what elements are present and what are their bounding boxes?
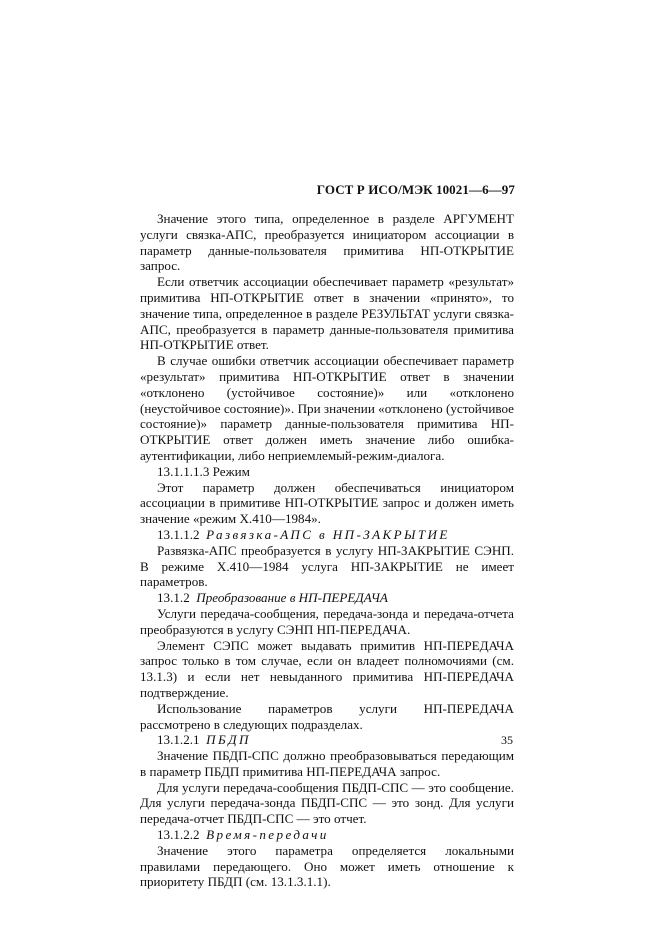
paragraph: Развязка-АПС преобразуется в услугу НП-ЗАКРЫТИЕ СЭНП. В режиме Х.410—1984 услуга НП-ЗАКРЫТИЕ не имеет параметров. <box>140 542 514 590</box>
section-title: Преобразование в НП-ПЕРЕДАЧА <box>196 590 388 606</box>
section-heading: 13.1.1.1.3 Режим <box>157 463 250 479</box>
section-title: Время-передачи <box>206 827 329 843</box>
section-heading <box>140 527 514 543</box>
paragraph: Значение ПБДП-СПС должно преобразовываться передающим в параметр ПБДП примитива НП-ПЕРЕДАЧА запрос. <box>140 748 514 779</box>
paragraph: Этот параметр должен обеспечиваться инициатором ассоциации в примитиве НП-ОТКРЫТИЕ запрос и должен иметь значение «режим Х.410—1984». <box>140 479 514 527</box>
paragraph: Для услуги передача-сообщения ПБДП-СПС — это сообщение. Для услуги передача-зонда ПБДП-СПС — это зонд. Для услуги передача-отчет ПБДП-СПС — это отчет. <box>140 779 514 827</box>
paragraph: Значение этого параметра определяется локальными правилами передающего. Оно может иметь отношение к приоритету ПБДП (см. 13.1.3.1.1). <box>140 842 514 890</box>
section-number: 13.1.2 <box>157 590 190 606</box>
section-heading <box>140 827 514 843</box>
paragraph: Если ответчик ассоциации обеспечивает параметр «результат» примитива НП-ОТКРЫТИЕ ответ в значении «принято», то значение типа, определенное в разделе РЕЗУЛЬТАТ услуги связка-АПС, преобразуется в параметр данные-пользователя примитива НП-ОТКРЫТИЕ ответ. <box>140 274 514 353</box>
section-number: 13.1.2.2 <box>157 827 200 843</box>
paragraph: Значение этого типа, определенное в разделе АРГУМЕНТ услуги связка-АПС, преобразуется инициатором ассоциации в параметр данные-пользователя примитива НП-ОТКРЫТИЕ запрос. <box>140 211 514 274</box>
section-number: 13.1.2.1 <box>157 732 200 748</box>
body-text <box>140 211 514 890</box>
paragraph: Элемент СЭПС может выдавать примитив НП-ПЕРЕДАЧА запрос только в том случае, если он владеет полномочиями (см. 13.1.3) и если нет невыданного примитива НП-ПЕРЕДАЧА подтверждение. <box>140 637 514 700</box>
page-number: 35 <box>501 733 513 747</box>
running-header: ГОСТ Р ИСО/МЭК 10021—6—97 <box>316 182 515 197</box>
section-title: Развязка-АПС в НП-ЗАКРЫТИЕ <box>206 526 450 542</box>
paragraph: Использование параметров услуги НП-ПЕРЕДАЧА рассмотрено в следующих подразделах. <box>140 700 514 732</box>
section-number: 13.1.1.2 <box>157 526 200 542</box>
section-heading <box>140 732 514 748</box>
paragraph: В случае ошибки ответчик ассоциации обеспечивает параметр «результат» примитива НП-ОТКРЫТИЕ ответ в значении «отклонено (устойчивое состояние)» или «отклонено (неустойчивое состояние)». При значении «отклонено (устойчивое состояние)» параметр данные-пользователя примитива НП-ОТКРЫТИЕ ответ должен иметь значение либо ошибка-аутентификации, либо неприемлемый-режим-диалога. <box>140 353 514 463</box>
section-title: ПБДП <box>206 732 251 748</box>
section-heading <box>140 590 514 606</box>
paragraph: Услуги передача-сообщения, передача-зонда и передача-отчета преобразуются в услугу СЭНП НП-ПЕРЕДАЧА. <box>140 605 514 637</box>
